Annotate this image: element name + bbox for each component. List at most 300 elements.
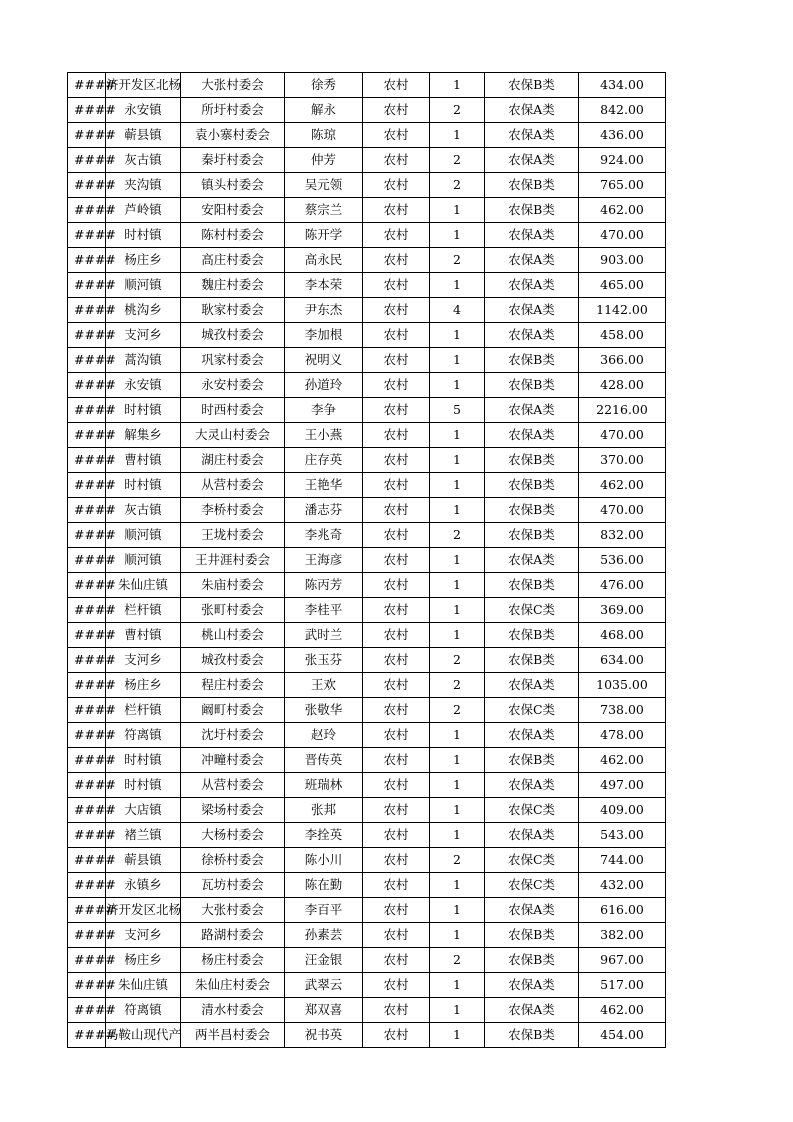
town-cell: 时村镇: [106, 748, 181, 773]
id-cell: ####: [68, 398, 106, 423]
type-cell: 农村: [363, 98, 430, 123]
town-cell: 杨庄乡: [106, 673, 181, 698]
name-cell: 李加根: [285, 323, 363, 348]
category-cell: 农保A类: [485, 273, 579, 298]
name-cell: 王艳华: [285, 473, 363, 498]
table-row: [68, 173, 666, 198]
category-cell: 农保A类: [485, 973, 579, 998]
amount-cell: 462.00: [579, 998, 666, 1023]
table-row: [68, 623, 666, 648]
name-cell: 祝明义: [285, 348, 363, 373]
type-cell: 农村: [363, 573, 430, 598]
id-cell: ####: [68, 1023, 106, 1048]
category-cell: 农保A类: [485, 298, 579, 323]
id-cell: ####: [68, 323, 106, 348]
amount-cell: 436.00: [579, 123, 666, 148]
type-cell: 农村: [363, 198, 430, 223]
id-cell: ####: [68, 348, 106, 373]
village-cell: 杨庄村委会: [181, 948, 285, 973]
id-cell: ####: [68, 473, 106, 498]
type-cell: 农村: [363, 748, 430, 773]
count-cell: 2: [430, 673, 485, 698]
records-body: [68, 73, 666, 1048]
count-cell: 1: [430, 273, 485, 298]
table-row: [68, 373, 666, 398]
village-cell: 阚町村委会: [181, 698, 285, 723]
town-cell: 大店镇: [106, 798, 181, 823]
count-cell: 2: [430, 148, 485, 173]
table-row: [68, 973, 666, 998]
table-row: [68, 98, 666, 123]
category-cell: 农保B类: [485, 448, 579, 473]
table-row: [68, 223, 666, 248]
category-cell: 农保A类: [485, 223, 579, 248]
id-cell: ####: [68, 448, 106, 473]
count-cell: 2: [430, 848, 485, 873]
village-cell: 魏庄村委会: [181, 273, 285, 298]
amount-cell: 465.00: [579, 273, 666, 298]
amount-cell: 478.00: [579, 723, 666, 748]
table-row: [68, 998, 666, 1023]
count-cell: 1: [430, 348, 485, 373]
type-cell: 农村: [363, 648, 430, 673]
name-cell: 王小燕: [285, 423, 363, 448]
amount-cell: 832.00: [579, 523, 666, 548]
count-cell: 1: [430, 898, 485, 923]
id-cell: ####: [68, 223, 106, 248]
town-cell: 芦岭镇: [106, 198, 181, 223]
village-cell: 陈村村委会: [181, 223, 285, 248]
amount-cell: 744.00: [579, 848, 666, 873]
type-cell: 农村: [363, 398, 430, 423]
table-row: [68, 348, 666, 373]
village-cell: 清水村委会: [181, 998, 285, 1023]
name-cell: 陈开学: [285, 223, 363, 248]
amount-cell: 903.00: [579, 248, 666, 273]
id-cell: ####: [68, 523, 106, 548]
type-cell: 农村: [363, 348, 430, 373]
town-cell: 褚兰镇: [106, 823, 181, 848]
count-cell: 4: [430, 298, 485, 323]
table-row: [68, 423, 666, 448]
id-cell: ####: [68, 373, 106, 398]
id-cell: ####: [68, 748, 106, 773]
count-cell: 1: [430, 548, 485, 573]
amount-cell: 470.00: [579, 223, 666, 248]
table-row: [68, 698, 666, 723]
amount-cell: 409.00: [579, 798, 666, 823]
type-cell: 农村: [363, 723, 430, 748]
name-cell: 吴元领: [285, 173, 363, 198]
name-cell: 赵玲: [285, 723, 363, 748]
amount-cell: 1035.00: [579, 673, 666, 698]
name-cell: 祝书英: [285, 1023, 363, 1048]
name-cell: 李争: [285, 398, 363, 423]
type-cell: 农村: [363, 423, 430, 448]
village-cell: 朱仙庄村委会: [181, 973, 285, 998]
id-cell: ####: [68, 573, 106, 598]
town-cell: 朱仙庄镇: [106, 573, 181, 598]
village-cell: 城孜村委会: [181, 648, 285, 673]
amount-cell: 616.00: [579, 898, 666, 923]
village-cell: 瓦坊村委会: [181, 873, 285, 898]
type-cell: 农村: [363, 523, 430, 548]
count-cell: 1: [430, 623, 485, 648]
count-cell: 1: [430, 973, 485, 998]
name-cell: 张玉芬: [285, 648, 363, 673]
id-cell: ####: [68, 423, 106, 448]
category-cell: 农保C类: [485, 598, 579, 623]
village-cell: 耿家村委会: [181, 298, 285, 323]
town-cell: 时村镇: [106, 398, 181, 423]
count-cell: 5: [430, 398, 485, 423]
count-cell: 1: [430, 198, 485, 223]
type-cell: 农村: [363, 73, 430, 98]
count-cell: 2: [430, 698, 485, 723]
category-cell: 农保A类: [485, 723, 579, 748]
category-cell: 农保C类: [485, 698, 579, 723]
category-cell: 农保A类: [485, 123, 579, 148]
count-cell: 1: [430, 498, 485, 523]
town-cell: 曹村镇: [106, 448, 181, 473]
village-cell: 高庄村委会: [181, 248, 285, 273]
count-cell: 2: [430, 948, 485, 973]
table-row: [68, 248, 666, 273]
town-cell: 杨庄乡: [106, 948, 181, 973]
name-cell: 李兆奇: [285, 523, 363, 548]
table-row: [68, 323, 666, 348]
amount-cell: 462.00: [579, 473, 666, 498]
amount-cell: 738.00: [579, 698, 666, 723]
table-row: [68, 498, 666, 523]
table-row: [68, 873, 666, 898]
village-cell: 大张村委会: [181, 73, 285, 98]
village-cell: 安阳村委会: [181, 198, 285, 223]
village-cell: 永安村委会: [181, 373, 285, 398]
records-table: [67, 72, 666, 1048]
id-cell: ####: [68, 623, 106, 648]
id-cell: ####: [68, 173, 106, 198]
amount-cell: 470.00: [579, 498, 666, 523]
type-cell: 农村: [363, 373, 430, 398]
type-cell: 农村: [363, 223, 430, 248]
name-cell: 李百平: [285, 898, 363, 923]
town-cell: 符离镇: [106, 998, 181, 1023]
town-cell: 蕲县镇: [106, 848, 181, 873]
count-cell: 1: [430, 873, 485, 898]
name-cell: 王欢: [285, 673, 363, 698]
name-cell: 武时兰: [285, 623, 363, 648]
category-cell: 农保A类: [485, 248, 579, 273]
town-cell: 支河乡: [106, 323, 181, 348]
type-cell: 农村: [363, 248, 430, 273]
table-row: [68, 73, 666, 98]
category-cell: 农保A类: [485, 398, 579, 423]
type-cell: 农村: [363, 673, 430, 698]
id-cell: ####: [68, 73, 106, 98]
table-row: [68, 673, 666, 698]
name-cell: 高永民: [285, 248, 363, 273]
village-cell: 湖庄村委会: [181, 448, 285, 473]
town-cell: 时村镇: [106, 223, 181, 248]
amount-cell: 967.00: [579, 948, 666, 973]
amount-cell: 382.00: [579, 923, 666, 948]
id-cell: ####: [68, 273, 106, 298]
village-cell: 朱庙村委会: [181, 573, 285, 598]
name-cell: 张邦: [285, 798, 363, 823]
amount-cell: 1142.00: [579, 298, 666, 323]
count-cell: 1: [430, 598, 485, 623]
village-cell: 王垅村委会: [181, 523, 285, 548]
amount-cell: 470.00: [579, 423, 666, 448]
village-cell: 两半昌村委会: [181, 1023, 285, 1048]
category-cell: 农保A类: [485, 773, 579, 798]
table-row: [68, 273, 666, 298]
amount-cell: 536.00: [579, 548, 666, 573]
town-cell: 顺河镇: [106, 273, 181, 298]
category-cell: 农保B类: [485, 923, 579, 948]
count-cell: 1: [430, 73, 485, 98]
name-cell: 潘志芬: [285, 498, 363, 523]
name-cell: 孙素芸: [285, 923, 363, 948]
table-row: [68, 648, 666, 673]
amount-cell: 634.00: [579, 648, 666, 673]
category-cell: 农保A类: [485, 323, 579, 348]
name-cell: 陈小川: [285, 848, 363, 873]
amount-cell: 462.00: [579, 198, 666, 223]
village-cell: 秦圩村委会: [181, 148, 285, 173]
table-row: [68, 748, 666, 773]
village-cell: 袁小寨村委会: [181, 123, 285, 148]
type-cell: 农村: [363, 698, 430, 723]
type-cell: 农村: [363, 898, 430, 923]
amount-cell: 842.00: [579, 98, 666, 123]
table-row: [68, 598, 666, 623]
id-cell: ####: [68, 773, 106, 798]
table-row: [68, 548, 666, 573]
town-cell: 栏杆镇: [106, 698, 181, 723]
amount-cell: 497.00: [579, 773, 666, 798]
name-cell: 李拴英: [285, 823, 363, 848]
town-cell: 解集乡: [106, 423, 181, 448]
category-cell: 农保A类: [485, 548, 579, 573]
id-cell: ####: [68, 198, 106, 223]
category-cell: 农保A类: [485, 898, 579, 923]
type-cell: 农村: [363, 973, 430, 998]
name-cell: 孙道玲: [285, 373, 363, 398]
id-cell: ####: [68, 648, 106, 673]
id-cell: ####: [68, 298, 106, 323]
id-cell: ####: [68, 848, 106, 873]
type-cell: 农村: [363, 923, 430, 948]
town-cell: 夹沟镇: [106, 173, 181, 198]
table-row: [68, 723, 666, 748]
town-cell: 永镇乡: [106, 873, 181, 898]
id-cell: ####: [68, 248, 106, 273]
count-cell: 1: [430, 923, 485, 948]
category-cell: 农保B类: [485, 373, 579, 398]
id-cell: ####: [68, 948, 106, 973]
table-row: [68, 123, 666, 148]
village-cell: 镇头村委会: [181, 173, 285, 198]
town-cell: 济开发区北杨: [106, 898, 181, 923]
id-cell: ####: [68, 148, 106, 173]
amount-cell: 517.00: [579, 973, 666, 998]
category-cell: 农保B类: [485, 623, 579, 648]
town-cell: 永安镇: [106, 98, 181, 123]
town-cell: 符离镇: [106, 723, 181, 748]
village-cell: 巩家村委会: [181, 348, 285, 373]
id-cell: ####: [68, 798, 106, 823]
count-cell: 2: [430, 98, 485, 123]
name-cell: 陈丙芳: [285, 573, 363, 598]
type-cell: 农村: [363, 848, 430, 873]
town-cell: 蕲县镇: [106, 123, 181, 148]
amount-cell: 366.00: [579, 348, 666, 373]
name-cell: 班瑞林: [285, 773, 363, 798]
village-cell: 从营村委会: [181, 473, 285, 498]
id-cell: ####: [68, 723, 106, 748]
category-cell: 农保C类: [485, 848, 579, 873]
type-cell: 农村: [363, 823, 430, 848]
name-cell: 武翠云: [285, 973, 363, 998]
count-cell: 1: [430, 748, 485, 773]
name-cell: 张敬华: [285, 698, 363, 723]
table-row: [68, 823, 666, 848]
id-cell: ####: [68, 498, 106, 523]
count-cell: 1: [430, 1023, 485, 1048]
category-cell: 农保B类: [485, 1023, 579, 1048]
type-cell: 农村: [363, 773, 430, 798]
village-cell: 大灵山村委会: [181, 423, 285, 448]
id-cell: ####: [68, 698, 106, 723]
category-cell: 农保B类: [485, 198, 579, 223]
category-cell: 农保B类: [485, 523, 579, 548]
category-cell: 农保B类: [485, 348, 579, 373]
name-cell: 陈在勤: [285, 873, 363, 898]
name-cell: 庄存英: [285, 448, 363, 473]
category-cell: 农保C类: [485, 873, 579, 898]
village-cell: 王井涯村委会: [181, 548, 285, 573]
town-cell: 时村镇: [106, 773, 181, 798]
id-cell: ####: [68, 823, 106, 848]
type-cell: 农村: [363, 473, 430, 498]
table-row: [68, 523, 666, 548]
name-cell: 王海彦: [285, 548, 363, 573]
type-cell: 农村: [363, 123, 430, 148]
id-cell: ####: [68, 898, 106, 923]
type-cell: 农村: [363, 448, 430, 473]
village-cell: 城孜村委会: [181, 323, 285, 348]
amount-cell: 476.00: [579, 573, 666, 598]
village-cell: 张町村委会: [181, 598, 285, 623]
type-cell: 农村: [363, 998, 430, 1023]
count-cell: 1: [430, 473, 485, 498]
name-cell: 陈琼: [285, 123, 363, 148]
town-cell: 济开发区北杨: [106, 73, 181, 98]
amount-cell: 468.00: [579, 623, 666, 648]
amount-cell: 434.00: [579, 73, 666, 98]
table-row: [68, 898, 666, 923]
id-cell: ####: [68, 98, 106, 123]
town-cell: 顺河镇: [106, 548, 181, 573]
count-cell: 2: [430, 648, 485, 673]
id-cell: ####: [68, 598, 106, 623]
village-cell: 桃山村委会: [181, 623, 285, 648]
name-cell: 晋传英: [285, 748, 363, 773]
category-cell: 农保B类: [485, 173, 579, 198]
village-cell: 李桥村委会: [181, 498, 285, 523]
table-row: [68, 473, 666, 498]
category-cell: 农保B类: [485, 948, 579, 973]
amount-cell: 432.00: [579, 873, 666, 898]
amount-cell: 543.00: [579, 823, 666, 848]
amount-cell: 765.00: [579, 173, 666, 198]
town-cell: 永安镇: [106, 373, 181, 398]
name-cell: 蔡宗兰: [285, 198, 363, 223]
village-cell: 徐桥村委会: [181, 848, 285, 873]
id-cell: ####: [68, 673, 106, 698]
count-cell: 1: [430, 573, 485, 598]
table-row: [68, 448, 666, 473]
category-cell: 农保A类: [485, 823, 579, 848]
count-cell: 1: [430, 773, 485, 798]
village-cell: 梁场村委会: [181, 798, 285, 823]
category-cell: 农保A类: [485, 673, 579, 698]
type-cell: 农村: [363, 798, 430, 823]
town-cell: 蒿沟镇: [106, 348, 181, 373]
amount-cell: 428.00: [579, 373, 666, 398]
category-cell: 农保B类: [485, 648, 579, 673]
category-cell: 农保B类: [485, 73, 579, 98]
count-cell: 1: [430, 798, 485, 823]
town-cell: 桃沟乡: [106, 298, 181, 323]
type-cell: 农村: [363, 298, 430, 323]
table-row: [68, 948, 666, 973]
village-cell: 所圩村委会: [181, 98, 285, 123]
name-cell: 郑双喜: [285, 998, 363, 1023]
type-cell: 农村: [363, 323, 430, 348]
count-cell: 1: [430, 223, 485, 248]
table-row: [68, 398, 666, 423]
amount-cell: 370.00: [579, 448, 666, 473]
table-row: [68, 573, 666, 598]
town-cell: 马鞍山现代产: [106, 1023, 181, 1048]
table-row: [68, 148, 666, 173]
name-cell: 仲芳: [285, 148, 363, 173]
village-cell: 从营村委会: [181, 773, 285, 798]
amount-cell: 924.00: [579, 148, 666, 173]
type-cell: 农村: [363, 598, 430, 623]
count-cell: 2: [430, 248, 485, 273]
count-cell: 1: [430, 823, 485, 848]
category-cell: 农保A类: [485, 423, 579, 448]
village-cell: 沈圩村委会: [181, 723, 285, 748]
amount-cell: 2216.00: [579, 398, 666, 423]
name-cell: 解永: [285, 98, 363, 123]
id-cell: ####: [68, 873, 106, 898]
type-cell: 农村: [363, 1023, 430, 1048]
count-cell: 1: [430, 448, 485, 473]
category-cell: 农保B类: [485, 498, 579, 523]
table-row: [68, 198, 666, 223]
count-cell: 1: [430, 998, 485, 1023]
amount-cell: 454.00: [579, 1023, 666, 1048]
name-cell: 尹东杰: [285, 298, 363, 323]
table-row: [68, 798, 666, 823]
category-cell: 农保B类: [485, 473, 579, 498]
category-cell: 农保B类: [485, 748, 579, 773]
